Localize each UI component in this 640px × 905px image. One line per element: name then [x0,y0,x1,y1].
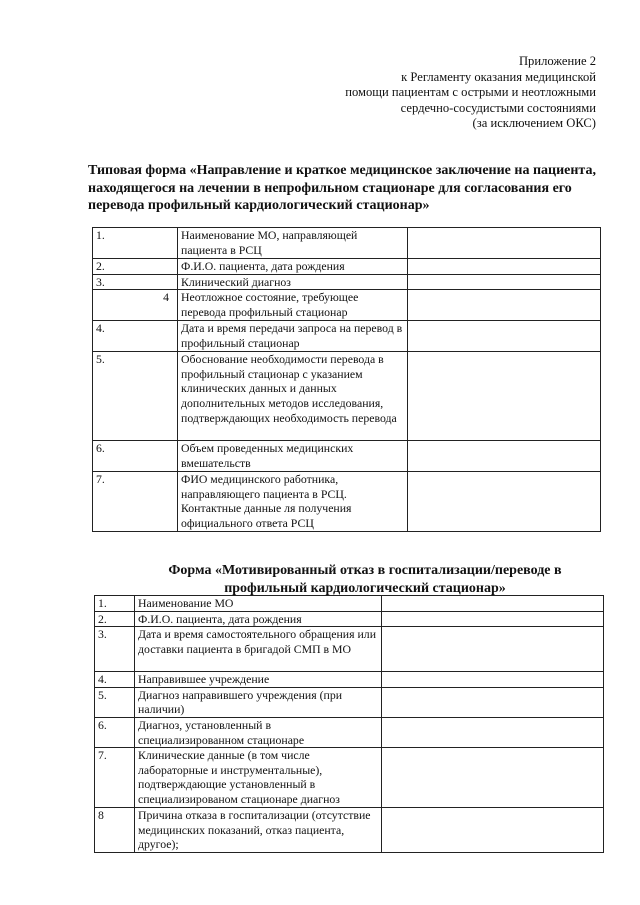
row-label: Причина отказа в госпитализации (отсутствие медицинских показаний, отказ пациента, другое); [135,808,382,853]
table-row [95,717,604,747]
table-row [95,748,604,808]
form1-table [92,227,601,532]
appendix-line: Приложение 2 [518,54,596,68]
table-row [93,352,601,441]
row-label: Объем проведенных медицинских вмешательств [178,441,408,472]
table-row [93,274,601,290]
row-value[interactable] [408,352,601,441]
appendix-line: помощи пациентам с острыми и неотложными [345,85,596,99]
table-row [95,672,604,688]
row-value[interactable] [408,290,601,321]
row-value[interactable] [382,687,604,717]
row-number: 1. [95,596,135,612]
row-value[interactable] [408,228,601,259]
form2-title: Форма «Мотивированный отказ в госпитализации/переводе в профильный кардиологический стационар» [168,563,562,596]
table-row [95,687,604,717]
table-row [93,259,601,275]
row-label: ФИО медицинского работника, направляющего пациента в РСЦ. Контактные данные ля получения официального ответа РСЦ [178,472,408,532]
row-label: Клинические данные (в том числе лабораторные и инструментальные), подтверждающие установленный в специализированом стационаре диагноз [135,748,382,808]
table-row [93,472,601,532]
row-number: 7. [93,472,178,532]
row-label: Обоснование необходимости перевода в профильный стационар с указанием клинических данных и данных дополнительных методов исследования, подтверждающих необходимость перевода [178,352,408,441]
row-number: 4 [93,290,178,321]
row-label: Клинический диагноз [178,274,408,290]
row-value[interactable] [382,611,604,627]
row-number: 4. [93,321,178,352]
row-label: Наименование МО [135,596,382,612]
row-number: 5. [93,352,178,441]
row-value[interactable] [382,672,604,688]
row-value[interactable] [408,259,601,275]
row-value[interactable] [382,808,604,853]
table-row [93,321,601,352]
row-label: Наименование МО, направляющей пациента в РСЦ [178,228,408,259]
row-value[interactable] [382,627,604,672]
row-value[interactable] [408,321,601,352]
row-label: Диагноз направившего учреждения (при наличии) [135,687,382,717]
row-number: 2. [95,611,135,627]
row-value[interactable] [408,274,601,290]
row-number: 5. [95,687,135,717]
row-number: 6. [93,441,178,472]
row-number: 7. [95,748,135,808]
row-label: Ф.И.О. пациента, дата рождения [135,611,382,627]
table-row [93,290,601,321]
row-label: Дата и время передачи запроса на перевод в профильный стационар [178,321,408,352]
row-number: 8 [95,808,135,853]
form2-table [94,595,604,853]
row-label: Неотложное состояние, требующее перевода профильный стационар [178,290,408,321]
row-label: Направившее учреждение [135,672,382,688]
row-number: 4. [95,672,135,688]
appendix-line: сердечно-сосудистыми состояниями [400,100,596,115]
row-number: 6. [95,717,135,747]
row-value[interactable] [382,596,604,612]
row-label: Диагноз, установленный в специализированном стационаре [135,717,382,747]
table-row [95,808,604,853]
row-value[interactable] [382,717,604,747]
appendix-line: (за исключением ОКС) [472,116,596,130]
row-label: Ф.И.О. пациента, дата рождения [178,259,408,275]
row-number: 2. [93,259,178,275]
row-number: 3. [95,627,135,672]
table-row [93,441,601,472]
appendix-line: к Регламенту оказания медицинской [401,69,596,84]
table-row [95,596,604,612]
row-value[interactable] [408,441,601,472]
form1-title: Типовая форма «Направление и краткое медицинское заключение на пациента, находящегося на лечении в непрофильном стационаре для согласования его перевода профильный кардиологический стационар» [88,163,596,213]
table-row [93,228,601,259]
row-number: 1. [93,228,178,259]
table-row [95,611,604,627]
table-row [95,627,604,672]
row-label: Дата и время самостоятельного обращения или доставки пациента в бригадой СМП в МО [135,627,382,672]
appendix-header [266,54,596,132]
row-value[interactable] [382,748,604,808]
row-number: 3. [93,274,178,290]
row-value[interactable] [408,472,601,532]
